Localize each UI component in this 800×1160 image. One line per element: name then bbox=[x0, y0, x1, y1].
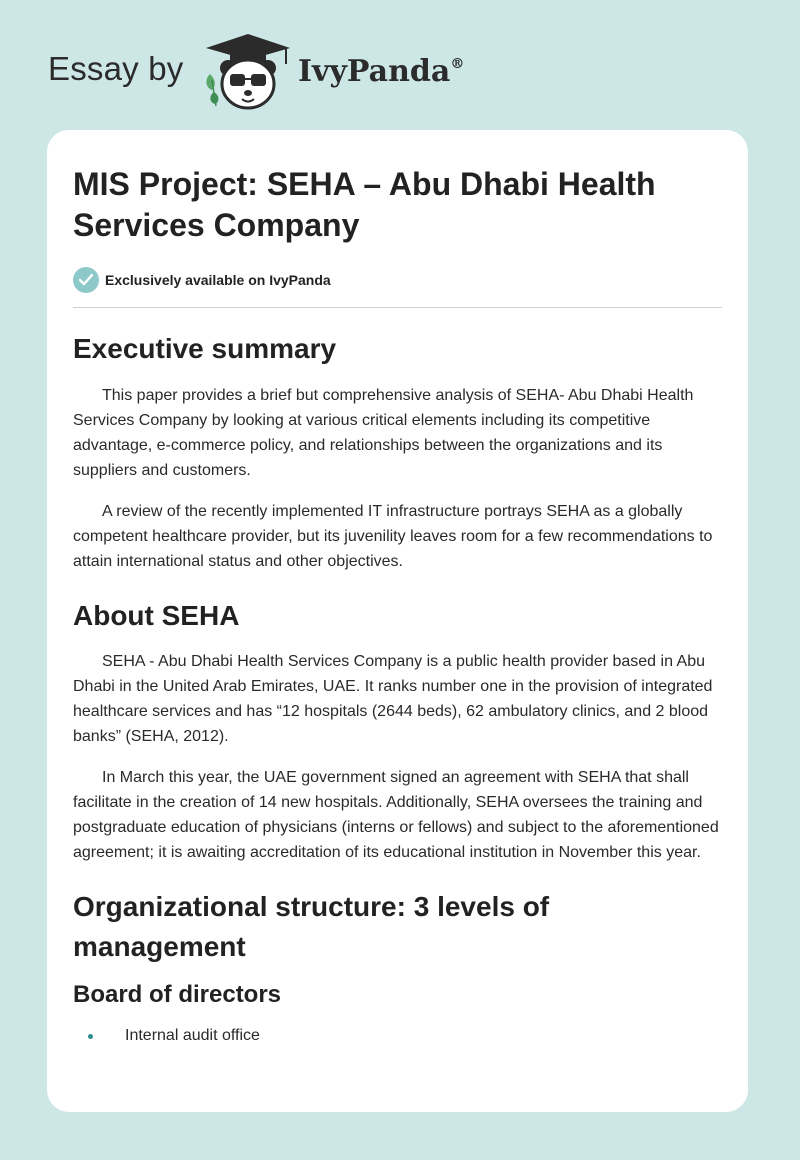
ivy-leaf-icon bbox=[206, 74, 218, 106]
divider bbox=[73, 307, 722, 308]
paragraph: SEHA - Abu Dhabi Health Services Company is a public health provider based in Abu Dhabi in the United Arab Emirates, UAE. It ranks number one in the provision of integrated healthcare services and has “12 hospitals (2644 beds), 62 ambulatory clinics, and 2 blood banks” (SEHA, 2012). bbox=[73, 653, 713, 745]
section-heading-executive-summary: Executive summary bbox=[73, 333, 337, 364]
page-title: MIS Project: SEHA – Abu Dhabi Health Services Company bbox=[73, 166, 656, 243]
list-item-text: Internal audit office bbox=[125, 1027, 260, 1044]
brand-name[interactable] bbox=[298, 54, 464, 89]
badge-text: Exclusively available on IvyPanda bbox=[105, 272, 331, 288]
paragraph: A review of the recently implemented IT infrastructure portrays SEHA as a globally competent healthcare provider, but its juvenility leaves room for a few recommendations to attain international status and other objectives. bbox=[73, 503, 713, 570]
site-header bbox=[48, 30, 548, 110]
paragraph: In March this year, the UAE government signed an agreement with SEHA that shall facilitate in the creation of 14 new hospitals. Additionally, SEHA oversees the training and postgraduate education of physicians (interns or fellows) and subject to the aforementioned agreement; it is awaiting accreditation of its educational institution in November this year. bbox=[73, 769, 719, 861]
subheading-board-of-directors: Board of directors bbox=[73, 981, 282, 1008]
document-card bbox=[47, 130, 748, 1112]
check-icon bbox=[73, 267, 99, 293]
bullet-list bbox=[73, 1025, 722, 1047]
section-heading-org-structure: Organizational structure: 3 levels of management bbox=[73, 891, 550, 962]
essay-by-label: Essay by bbox=[48, 50, 184, 87]
bullet-icon bbox=[88, 1034, 93, 1039]
list-item bbox=[73, 1025, 722, 1047]
section-heading-about: About SEHA bbox=[73, 600, 240, 631]
panda-logo-icon[interactable] bbox=[202, 30, 294, 112]
registered-mark: ® bbox=[450, 56, 465, 72]
exclusive-badge bbox=[73, 266, 722, 294]
brand-text: IvyPanda bbox=[298, 54, 451, 89]
paragraph: This paper provides a brief but comprehensive analysis of SEHA- Abu Dhabi Health Services Company by looking at various critical elements including its competitive advantage, e-commerce policy, and relationships between the organizations and its suppliers and customers. bbox=[73, 387, 694, 479]
